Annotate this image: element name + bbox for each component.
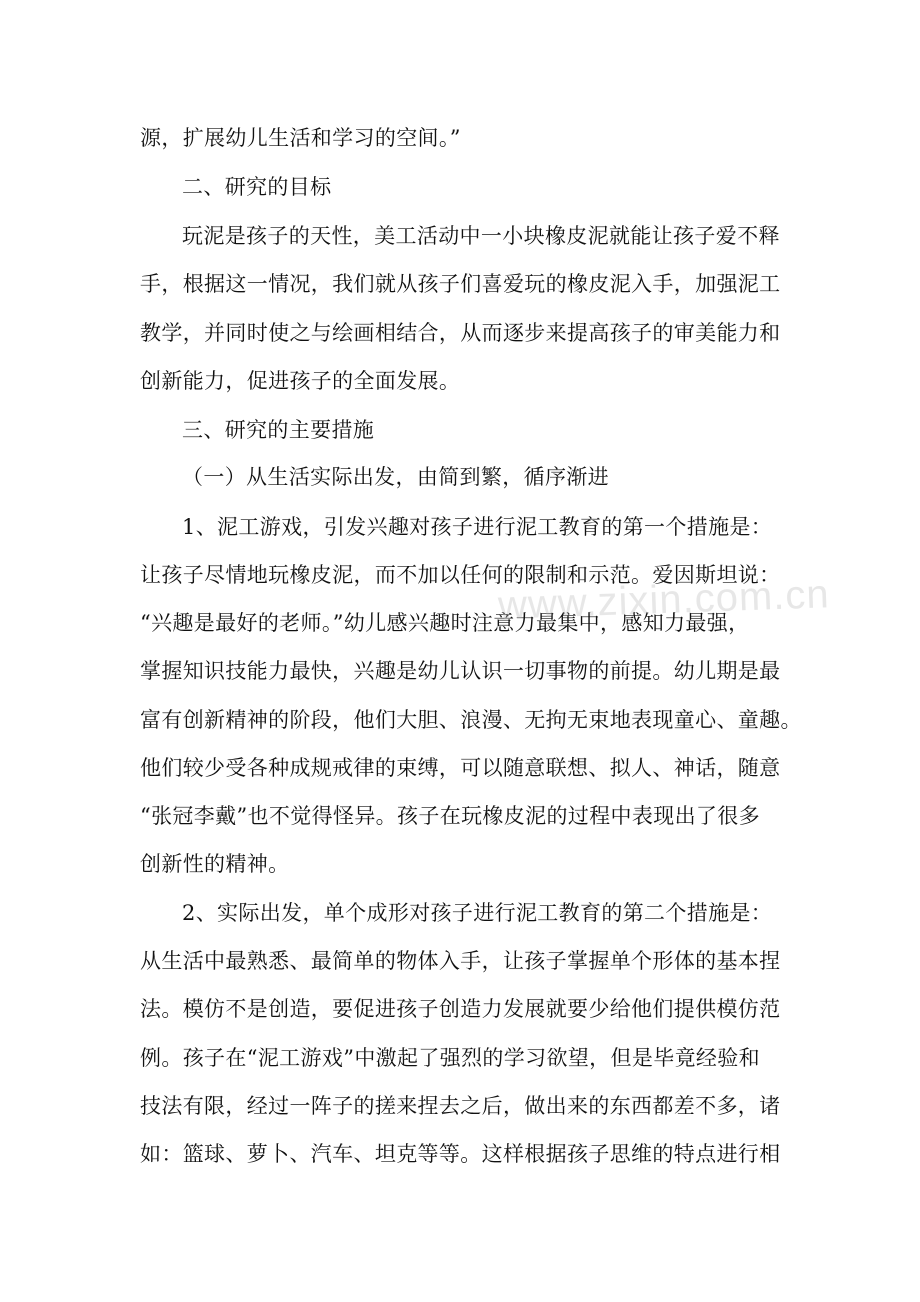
text-line: 法。模仿不是创造，要促进孩子创造力发展就要少给他们提供模仿范 [140, 997, 781, 1021]
watermark-text: www.zixin.com.cn [497, 572, 831, 628]
text-line: 创新性的精神。 [140, 852, 290, 876]
text-line: 手，根据这一情况，我们就从孩子们喜爱玩的橡皮泥入手，加强泥工 [140, 272, 781, 296]
subsection-heading: （一）从生活实际出发，由简到繁，循序渐进 [182, 465, 609, 489]
text-line: 让孩子尽情地玩橡皮泥，而不加以任何的限制和示范。爱因斯坦说： [140, 563, 781, 587]
text-line: 如：篮球、萝卜、汽车、坦克等等。这样根据孩子思维的特点进行相 [140, 1142, 781, 1166]
text-line: 玩泥是孩子的天性，美工活动中一小块橡皮泥就能让孩子爱不释 [182, 224, 780, 248]
text-line: 从生活中最熟悉、最简单的物体入手，让孩子掌握单个形体的基本捏 [140, 949, 781, 973]
text-line: 例。孩子在“泥工游戏”中激起了强烈的学习欲望，但是毕竟经验和 [140, 1046, 760, 1070]
section-heading-measures: 三、研究的主要措施 [182, 418, 375, 442]
text-line: 掌握知识技能力最快，兴趣是幼儿认识一切事物的前提。幼儿期是最 [140, 659, 781, 683]
text-line: “兴趣是最好的老师。”幼儿感兴趣时注意力最集中，感知力最强， [140, 611, 750, 635]
text-line: 富有创新精神的阶段，他们大胆、浪漫、无拘无束地表现童心、童趣。 [140, 708, 802, 732]
text-line: 2、实际出发，单个成形对孩子进行泥工教育的第二个措施是： [182, 901, 773, 925]
section-heading-goal: 二、研究的目标 [182, 175, 332, 199]
text-line: 源，扩展幼儿生活和学习的空间。” [140, 126, 461, 150]
text-line: 他们较少受各种成规戒律的束缚，可以随意联想、拟人、神话，随意 [140, 756, 781, 780]
text-line: 教学，并同时使之与绘画相结合，从而逐步来提高孩子的审美能力和 [140, 321, 781, 345]
text-line: “张冠李戴”也不觉得怪异。孩子在玩橡皮泥的过程中表现出了很多 [140, 804, 760, 828]
text-line: 创新能力，促进孩子的全面发展。 [140, 369, 461, 393]
text-line: 技法有限，经过一阵子的搓来捏去之后，做出来的东西都差不多，诸 [140, 1094, 781, 1118]
text-line: 1、泥工游戏，引发兴趣对孩子进行泥工教育的第一个措施是： [182, 515, 773, 539]
